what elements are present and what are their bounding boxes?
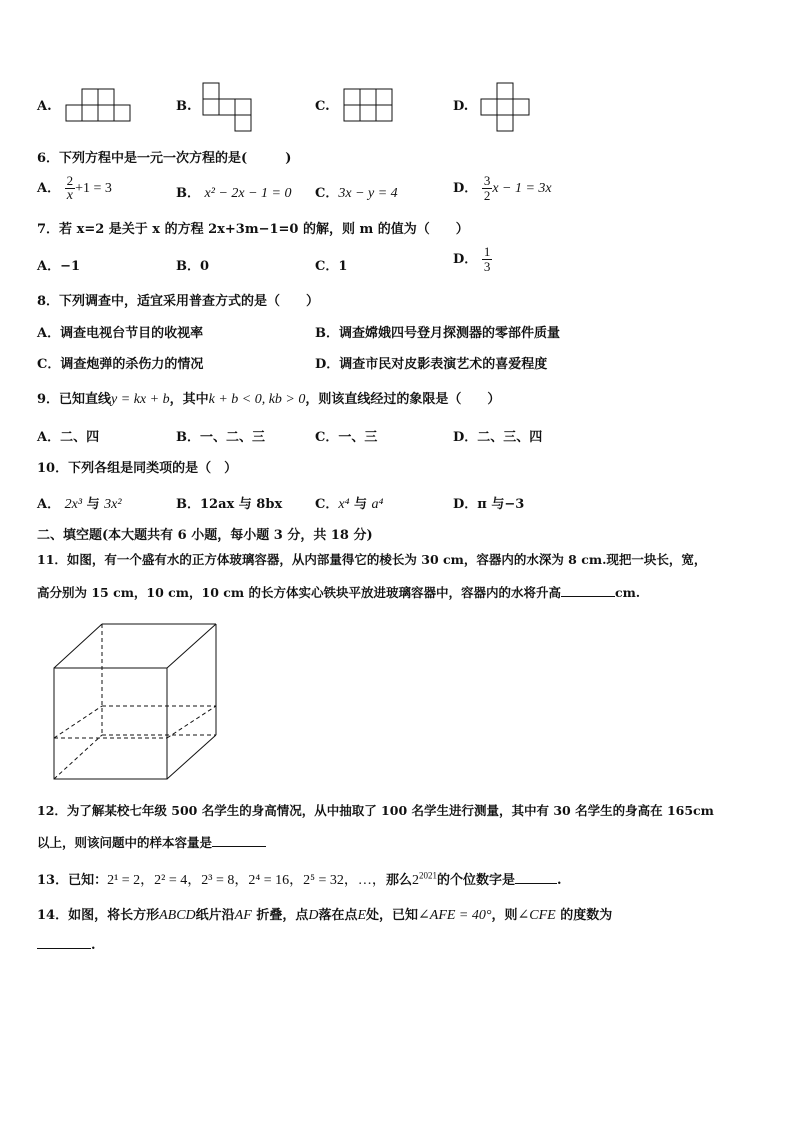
q8-option-d: D．调查市民对皮影表演艺术的喜爱程度	[315, 357, 548, 372]
q9-option-c: C．一、三	[315, 430, 378, 445]
q7-option-b: B．0	[176, 259, 210, 274]
q11-cube-figure	[54, 624, 220, 782]
q6-stem: 6．下列方程中是一元一次方程的是( )	[37, 151, 292, 166]
q6-option-b: B． x² − 2x − 1 = 0	[176, 186, 292, 201]
q5-option-c-label: C.	[315, 99, 330, 114]
section-heading: 二、填空题(本大题共有 6 小题，每小题 3 分，共 18 分)	[37, 528, 373, 543]
q14-line1: 14．如图，将长方形ABCD纸片沿AF 折叠，点D落在点E处，已知∠AFE = 40°，则∠CFE 的度数为	[37, 908, 613, 923]
q5-option-b-figure	[203, 83, 255, 133]
q9-option-d: D．二、三、四	[453, 430, 543, 445]
q8-option-b: B．调查嫦娥四号登月探测器的零部件质量	[315, 326, 560, 341]
q10-option-c: C．x⁴ 与 a⁴	[315, 497, 384, 512]
q10-option-b: B．12ax 与 8bx	[176, 497, 283, 512]
q9-stem: 9．已知直线y = kx + b，其中k + b < 0, kb > 0，则该直线经过的象限是（ ）	[37, 392, 501, 407]
q5-option-c-figure	[344, 89, 394, 123]
q6-option-c: C．3x − y = 4	[315, 186, 398, 201]
q7-option-a: A．−1	[37, 259, 81, 274]
q8-option-c: C．调查炮弹的杀伤力的情况	[37, 357, 204, 372]
q6-option-d: D． $\frac{3}{2}$ x − 1 = 3x	[453, 173, 552, 203]
q7-option-d: D． $\frac{1}{3}$	[453, 244, 491, 274]
q9-option-a: A．二、四	[37, 430, 100, 445]
q10-option-a: A． 2x³ 与 3x²	[37, 497, 122, 512]
q7-option-c: C．1	[315, 259, 348, 274]
q11-line1: 11．如图，有一个盛有水的正方体玻璃容器，从内部量得它的棱长为 30 cm，容器内的水深为 8 cm.现把一块长，宽，	[37, 552, 707, 567]
q10-stem: 10．下列各组是同类项的是（ ）	[37, 461, 238, 476]
q5-option-d-figure	[481, 83, 533, 133]
q14-line2: .	[37, 938, 96, 953]
q8-option-a: A．调查电视台节目的收视率	[37, 326, 204, 341]
q5-option-b-label: B.	[176, 99, 192, 114]
q6-option-a: A． $\frac{2}{x}$ +1 = 3	[37, 173, 112, 203]
q13-text: 13．已知：2¹ = 2，2² = 4，2³ = 8，2⁴ = 16，2⁵ = 32，…，那么$2^{2021}$的个位数字是 .	[37, 870, 562, 888]
q10-option-d: D．π 与−3	[453, 497, 525, 512]
q12-line2: 以上，则该问题中的样本容量是	[37, 833, 266, 851]
q5-option-a-label: A.	[37, 99, 52, 114]
q11-line2: 高分别为 15 cm，10 cm，10 cm 的长方体实心铁块平放进玻璃容器中，容器内的水将升高 cm.	[37, 585, 641, 600]
q8-stem: 8．下列调查中，适宜采用普查方式的是（ ）	[37, 294, 320, 309]
q9-option-b: B．一、二、三	[176, 430, 265, 445]
q12-line1: 12．为了解某校七年级 500 名学生的身高情况，从中抽取了 100 名学生进行测量，其中有 30 名学生的身高在 165cm	[37, 803, 714, 818]
q7-stem: 7．若 x=2 是关于 x 的方程 2x+3m−1=0 的解，则 m 的值为（ ）	[37, 222, 469, 237]
q5-option-d-label: D.	[453, 99, 469, 114]
q5-option-a-figure	[66, 89, 132, 123]
